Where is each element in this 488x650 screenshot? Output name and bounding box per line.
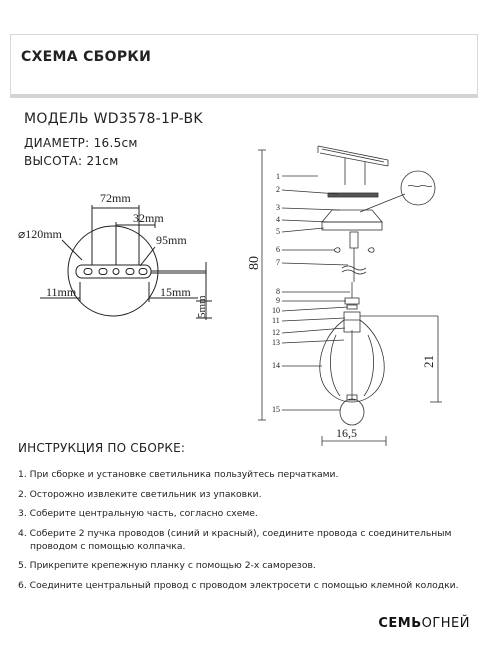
step-4: 4. Соберите 2 пучка проводов (синий и красный), соедините провода с соединительным [18,527,452,539]
dim-diameter: ⌀120mm [18,227,62,241]
callout-1: 1 [276,172,280,181]
callout-12: 12 [272,328,280,337]
step-3: 3. Соберите центральную часть, согласно схеме. [18,508,258,519]
dim-11: 11mm [46,285,77,299]
page-title: СХЕМА СБОРКИ [21,49,152,65]
step-6: 6. Соедините центральный провод с проводом электросети с помощью клемной колодки. [18,579,459,591]
callout-6: 6 [276,245,280,254]
dim-5: 5mm [196,295,208,318]
model-label: МОДЕЛЬ [24,111,89,127]
brand-part2: ОГНЕЙ [421,616,470,631]
callout-10: 10 [272,306,280,315]
callout-9: 9 [276,296,280,305]
callout-2: 2 [276,185,280,194]
instructions-list [18,468,478,598]
diameter-spec: ДИАМЕТР: 16.5см [24,136,138,150]
callout-11: 11 [272,316,280,325]
callout-3: 3 [276,203,280,212]
bulb [340,399,364,425]
callout-13: 13 [272,338,280,347]
step-2: 2. Осторожно извлеките светильник из упаковки. [18,488,262,500]
wire-zoom [401,171,435,205]
model-code: WD3578-1P-BK [93,111,203,127]
step-4-cont: проводом с помощью колпачка. [30,540,186,552]
ceiling-hatch [318,146,388,166]
callout-4: 4 [276,215,280,224]
dim-95: 95mm [156,233,187,247]
dim-total-height: 80 [247,256,262,270]
brand-part1: СЕМЬ [378,616,422,631]
dim-15: 15mm [160,285,191,299]
callout-8: 8 [276,287,280,296]
step-5: 5. Прикрепите крепежную планку с помощью 2-х саморезов. [18,560,316,571]
brand-logo [378,616,470,631]
dim-72: 72mm [100,191,131,205]
height-spec: ВЫСОТА: 21см [24,154,119,168]
instructions-title: ИНСТРУКЦИЯ ПО СБОРКЕ: [18,441,186,455]
callout-5: 5 [276,227,280,236]
callout-14: 14 [272,361,280,370]
dim-shade-width: 16,5 [336,426,357,440]
step-1: 1. При сборке и установке светильника пользуйтесь перчатками. [18,469,339,480]
dim-shade-height: 21 [421,355,436,368]
callout-15: 15 [272,405,280,414]
dim-32: 32mm [133,211,164,225]
callout-7: 7 [276,258,280,267]
